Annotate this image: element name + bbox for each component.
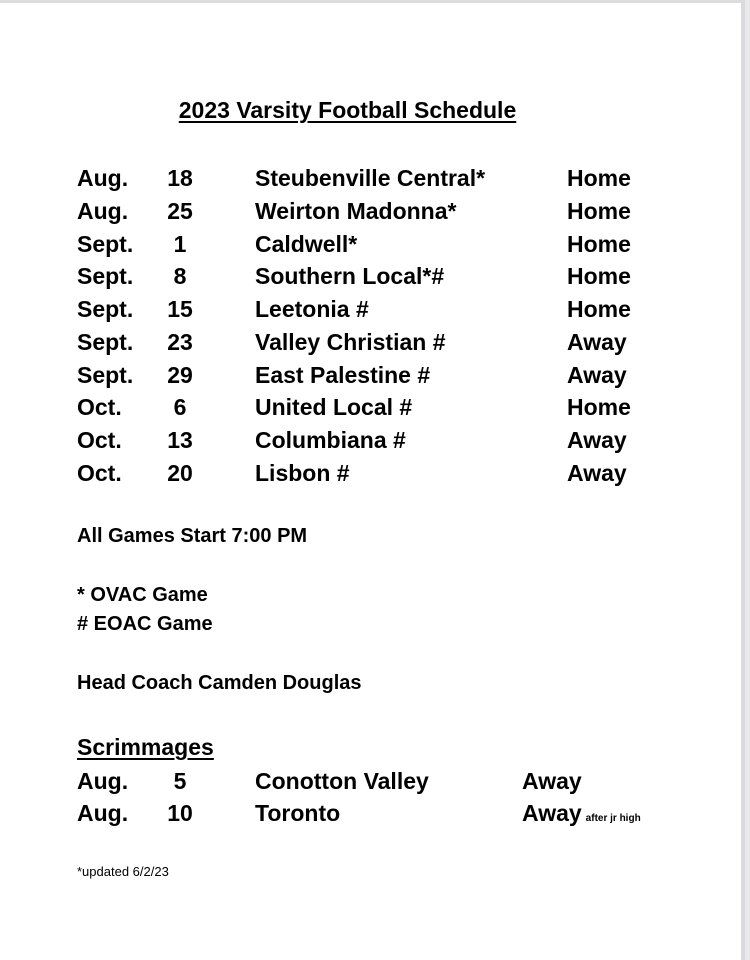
scrimmage-note: after jr high	[585, 813, 641, 824]
game-location: Home	[567, 296, 631, 322]
game-location: Away	[567, 460, 627, 486]
game-opponent: Steubenville Central*	[255, 165, 486, 191]
game-day: 25	[167, 198, 193, 224]
game-month: Sept.	[77, 296, 134, 322]
scrimmage-location: Away	[522, 768, 582, 794]
scrimmage-month: Aug.	[77, 768, 129, 794]
game-row	[0, 261, 700, 291]
game-row	[0, 392, 700, 422]
game-opponent: Caldwell*	[255, 231, 358, 257]
game-row	[0, 425, 700, 455]
game-row	[0, 458, 700, 488]
scrimmage-opponent: Conotton Valley	[255, 768, 429, 794]
game-month: Sept.	[77, 263, 134, 289]
game-opponent: Southern Local*#	[255, 263, 445, 289]
scrimmage-row	[0, 766, 700, 796]
scrimmage-opponent: Toronto	[255, 800, 341, 826]
scrimmage-day: 10	[167, 800, 193, 826]
start-time-note: All Games Start 7:00 PM	[77, 525, 308, 547]
game-location: Home	[567, 394, 631, 420]
page-title: 2023 Varsity Football Schedule	[178, 97, 517, 123]
game-day: 1	[173, 231, 187, 257]
head-coach: Head Coach Camden Douglas	[77, 672, 362, 694]
game-month: Sept.	[77, 362, 134, 388]
scrimmage-month: Aug.	[77, 800, 129, 826]
scrimmage-location: Away	[522, 800, 582, 826]
game-opponent: Leetonia #	[255, 296, 369, 322]
scrimmage-day: 5	[173, 768, 187, 794]
game-month: Oct.	[77, 394, 122, 420]
game-opponent: United Local #	[255, 394, 413, 420]
ovac-legend: * OVAC Game	[77, 584, 208, 606]
game-row	[0, 196, 700, 226]
eoac-legend: # EOAC Game	[77, 613, 213, 635]
game-row	[0, 327, 700, 357]
game-location: Home	[567, 263, 631, 289]
updated-note: *updated 6/2/23	[77, 864, 169, 879]
game-opponent: Valley Christian #	[255, 329, 446, 355]
game-opponent: Weirton Madonna*	[255, 198, 457, 224]
scrimmage-location-group	[522, 798, 641, 834]
game-row	[0, 163, 700, 193]
game-row	[0, 360, 700, 390]
game-month: Sept.	[77, 231, 134, 257]
game-row	[0, 229, 700, 259]
game-location: Away	[567, 362, 627, 388]
game-day: 15	[167, 296, 193, 322]
scrimmages-heading: Scrimmages	[77, 734, 214, 760]
game-location: Away	[567, 427, 627, 453]
game-location: Away	[567, 329, 627, 355]
game-row	[0, 294, 700, 324]
game-month: Sept.	[77, 329, 134, 355]
game-opponent: Lisbon #	[255, 460, 350, 486]
game-location: Home	[567, 231, 631, 257]
game-opponent: East Palestine #	[255, 362, 431, 388]
game-month: Oct.	[77, 427, 122, 453]
game-day: 6	[173, 394, 187, 420]
game-location: Home	[567, 165, 631, 191]
game-day: 18	[167, 165, 193, 191]
game-day: 23	[167, 329, 193, 355]
game-day: 29	[167, 362, 193, 388]
game-month: Aug.	[77, 198, 129, 224]
game-opponent: Columbiana #	[255, 427, 406, 453]
game-month: Oct.	[77, 460, 122, 486]
game-location: Home	[567, 198, 631, 224]
game-day: 20	[167, 460, 193, 486]
game-day: 13	[167, 427, 193, 453]
scrimmage-row	[0, 798, 700, 828]
game-month: Aug.	[77, 165, 129, 191]
game-day: 8	[173, 263, 187, 289]
